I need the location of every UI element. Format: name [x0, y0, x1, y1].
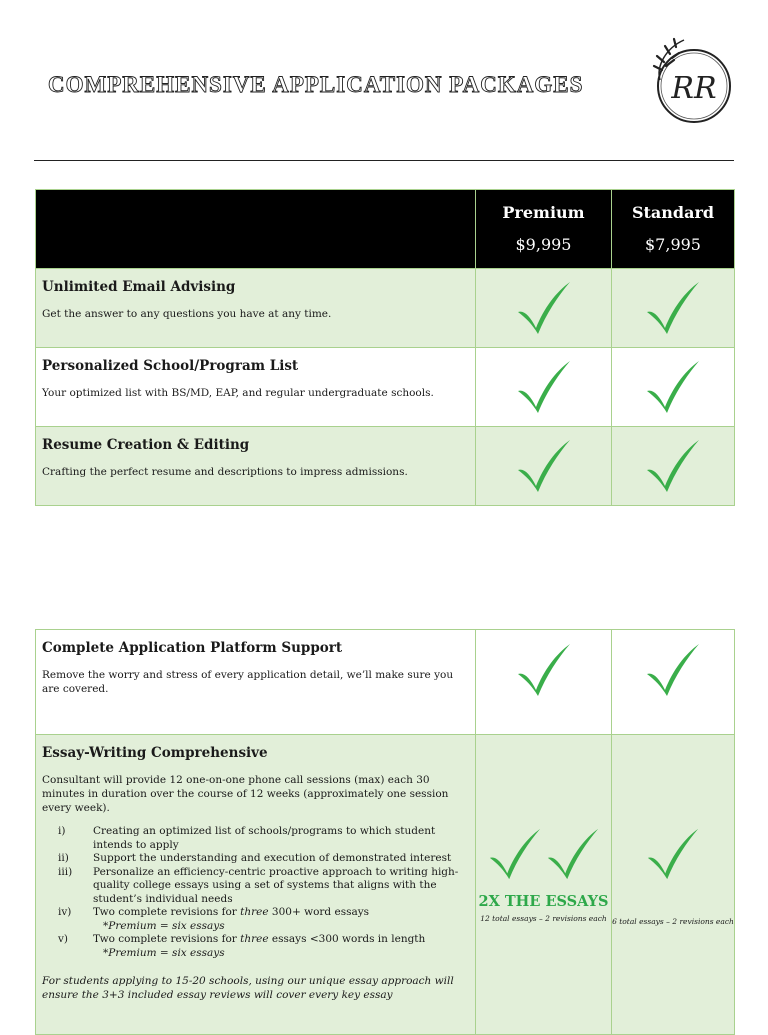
- svg-text:RR: RR: [671, 71, 717, 106]
- checkmark-icon: [643, 278, 703, 338]
- feature-title: Resume Creation & Editing: [42, 437, 250, 453]
- checkmark-icon: [514, 436, 574, 496]
- package-table-1: [35, 189, 735, 506]
- checkmark-icon: [643, 436, 703, 496]
- tier-standard: [612, 190, 735, 269]
- list-item: ii) Support the understanding and execution of demonstrated interest: [58, 852, 452, 864]
- checkmark-icon: [643, 357, 703, 417]
- list-item: v) Two complete revisions for three essays <300 words in length *Premium = six essays: [42, 933, 467, 960]
- feature-row: [36, 427, 735, 506]
- rr-logo: [646, 36, 738, 128]
- page-title: COMPREHENSIVE APPLICATION PACKAGES: [48, 72, 584, 97]
- essay-footnote: For students applying to 15-20 schools, using our unique essay approach will ensure the 3+3 included essay reviews will cover every key essay: [42, 975, 454, 1001]
- table-header-row: [36, 190, 735, 269]
- checkmark-icon: [514, 640, 574, 700]
- divider: [34, 160, 734, 161]
- tier-name: Standard: [631, 203, 715, 222]
- standard-essay-note: 6 total essays – 2 revisions each: [612, 917, 734, 926]
- feature-row: [36, 630, 735, 735]
- feature-desc: Get the answer to any questions you have at any time.: [42, 308, 332, 320]
- essay-item-list: [42, 825, 467, 960]
- feature-title: Personalized School/Program List: [42, 358, 299, 374]
- premium-note: *Premium = six essays: [103, 919, 225, 932]
- checkmark-icon: [486, 825, 544, 883]
- feature-desc: Remove the worry and stress of every application detail, we’ll make sure you are covered.: [42, 669, 454, 695]
- premium-essay-badge: 2X THE ESSAYS: [478, 893, 609, 910]
- feature-title: Essay-Writing Comprehensive: [42, 745, 268, 761]
- checkmark-icon: [644, 825, 702, 883]
- list-item: iii) Personalize an efficiency-centric proactive approach to writing high-quality college essays using a set of systems that aligns with the student’s individual needs: [58, 865, 459, 905]
- checkmark-icon: [514, 278, 574, 338]
- header-spacer: [36, 190, 476, 269]
- tier-price: $7,995: [645, 235, 701, 254]
- feature-row: [36, 348, 735, 427]
- checkmark-icon: [544, 825, 602, 883]
- feature-row: [36, 735, 735, 1035]
- list-item: iv) Two complete revisions for three 300+ word essays *Premium = six essays: [42, 906, 467, 933]
- feature-desc: Crafting the perfect resume and descriptions to impress admissions.: [42, 466, 408, 478]
- feature-desc: Your optimized list with BS/MD, EAP, and regular undergraduate schools.: [42, 387, 434, 399]
- premium-note: *Premium = six essays: [103, 946, 225, 959]
- premium-essay-note: 12 total essays – 2 revisions each: [480, 914, 607, 923]
- feature-title: Complete Application Platform Support: [42, 640, 343, 656]
- feature-row: [36, 269, 735, 348]
- tier-name: Premium: [502, 203, 585, 222]
- essay-intro: Consultant will provide 12 one-on-one phone call sessions (max) each 30 minutes in duration over the course of 12 weeks (approximately one session every week).: [42, 774, 449, 814]
- tier-premium: [476, 190, 612, 269]
- list-item: i) Creating an optimized list of schools/programs to which student intends to apply: [58, 825, 436, 851]
- tier-price: $9,995: [515, 235, 572, 254]
- checkmark-icon: [514, 357, 574, 417]
- feature-title: Unlimited Email Advising: [42, 279, 236, 295]
- package-table-2: [35, 629, 735, 1035]
- checkmark-icon: [643, 640, 703, 700]
